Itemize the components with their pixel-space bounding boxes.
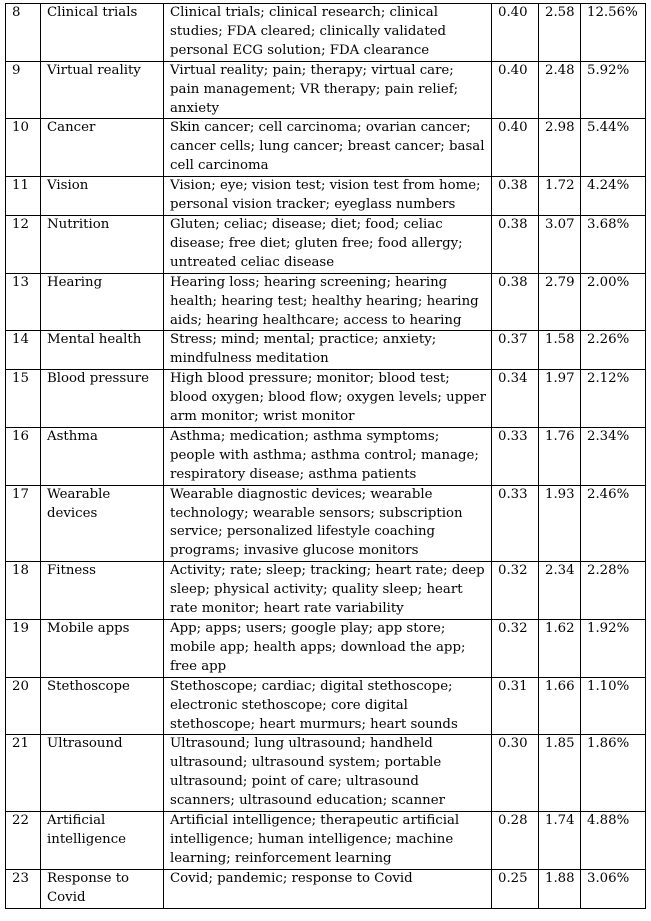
- topic-name: Response to Covid: [41, 869, 164, 908]
- percentage: 2.12%: [581, 370, 646, 428]
- value-a: 0.25: [492, 869, 539, 908]
- topic-keywords: Stethoscope; cardiac; digital stethoscope; electronic stethoscope; core digital stethoscope; heart murmurs; heart sounds: [164, 677, 492, 735]
- row-number: 23: [6, 869, 41, 908]
- row-number: 10: [6, 119, 41, 177]
- topic-keywords: Skin cancer; cell carcinoma; ovarian cancer; cancer cells; lung cancer; breast cancer; basal cell carcinoma: [164, 119, 492, 177]
- value-b: 1.76: [539, 427, 581, 485]
- row-number: 19: [6, 620, 41, 678]
- table-row: [6, 677, 646, 735]
- percentage: 2.34%: [581, 427, 646, 485]
- percentage: 2.26%: [581, 331, 646, 370]
- row-number: 16: [6, 427, 41, 485]
- topic-name: Fitness: [41, 562, 164, 620]
- topic-name: Mental health: [41, 331, 164, 370]
- topic-name: Wearable devices: [41, 485, 164, 562]
- value-b: 2.48: [539, 61, 581, 119]
- value-b: 1.88: [539, 869, 581, 908]
- value-a: 0.40: [492, 119, 539, 177]
- percentage: 1.10%: [581, 677, 646, 735]
- topic-name: Hearing: [41, 273, 164, 331]
- value-b: 1.72: [539, 177, 581, 216]
- value-a: 0.33: [492, 427, 539, 485]
- row-number: 8: [6, 4, 41, 62]
- row-number: 22: [6, 812, 41, 870]
- table-row: [6, 812, 646, 870]
- value-b: 1.97: [539, 370, 581, 428]
- topic-keywords: Artificial intelligence; therapeutic artificial intelligence; human intelligence; machine learning; reinforcement learning: [164, 812, 492, 870]
- table-row: [6, 427, 646, 485]
- row-number: 17: [6, 485, 41, 562]
- topic-keywords: Gluten; celiac; disease; diet; food; celiac disease; free diet; gluten free; food allergy; untreated celiac disease: [164, 215, 492, 273]
- value-a: 0.40: [492, 4, 539, 62]
- percentage: 2.28%: [581, 562, 646, 620]
- topic-keywords: Wearable diagnostic devices; wearable technology; wearable sensors; subscription service; personalized lifestyle coaching programs; invasive glucose monitors: [164, 485, 492, 562]
- row-number: 20: [6, 677, 41, 735]
- table-row: [6, 620, 646, 678]
- topic-name: Vision: [41, 177, 164, 216]
- row-number: 15: [6, 370, 41, 428]
- topics-table: [5, 3, 646, 909]
- value-a: 0.38: [492, 215, 539, 273]
- table-row: [6, 177, 646, 216]
- value-b: 1.74: [539, 812, 581, 870]
- percentage: 2.46%: [581, 485, 646, 562]
- topic-name: Cancer: [41, 119, 164, 177]
- percentage: 2.00%: [581, 273, 646, 331]
- topic-name: Ultrasound: [41, 735, 164, 812]
- percentage: 3.06%: [581, 869, 646, 908]
- value-a: 0.34: [492, 370, 539, 428]
- value-a: 0.32: [492, 620, 539, 678]
- value-a: 0.40: [492, 61, 539, 119]
- value-b: 1.62: [539, 620, 581, 678]
- value-a: 0.33: [492, 485, 539, 562]
- row-number: 21: [6, 735, 41, 812]
- topic-keywords: Vision; eye; vision test; vision test from home; personal vision tracker; eyeglass numbers: [164, 177, 492, 216]
- table-row: [6, 215, 646, 273]
- value-a: 0.38: [492, 177, 539, 216]
- value-b: 2.58: [539, 4, 581, 62]
- table-row: [6, 61, 646, 119]
- table-row: [6, 735, 646, 812]
- percentage: 1.86%: [581, 735, 646, 812]
- topic-name: Nutrition: [41, 215, 164, 273]
- topic-name: Stethoscope: [41, 677, 164, 735]
- topic-name: Virtual reality: [41, 61, 164, 119]
- table-row: [6, 485, 646, 562]
- topic-name: Mobile apps: [41, 620, 164, 678]
- topic-keywords: Ultrasound; lung ultrasound; handheld ultrasound; ultrasound system; portable ultrasound; point of care; ultrasound scanners; ultrasound education; scanner: [164, 735, 492, 812]
- topic-keywords: Covid; pandemic; response to Covid: [164, 869, 492, 908]
- value-b: 2.79: [539, 273, 581, 331]
- value-b: 2.34: [539, 562, 581, 620]
- topic-keywords: App; apps; users; google play; app store; mobile app; health apps; download the app; free app: [164, 620, 492, 678]
- topic-keywords: Hearing loss; hearing screening; hearing health; hearing test; healthy hearing; hearing aids; hearing healthcare; access to hearing: [164, 273, 492, 331]
- value-b: 3.07: [539, 215, 581, 273]
- percentage: 1.92%: [581, 620, 646, 678]
- table-row: [6, 273, 646, 331]
- table-row: [6, 4, 646, 62]
- row-number: 11: [6, 177, 41, 216]
- value-b: 1.66: [539, 677, 581, 735]
- value-a: 0.30: [492, 735, 539, 812]
- value-a: 0.37: [492, 331, 539, 370]
- percentage: 4.88%: [581, 812, 646, 870]
- row-number: 13: [6, 273, 41, 331]
- topic-keywords: Asthma; medication; asthma symptoms; people with asthma; asthma control; manage; respiratory disease; asthma patients: [164, 427, 492, 485]
- percentage: 4.24%: [581, 177, 646, 216]
- topic-keywords: Stress; mind; mental; practice; anxiety; mindfulness meditation: [164, 331, 492, 370]
- topic-keywords: Clinical trials; clinical research; clinical studies; FDA cleared; clinically validated personal ECG solution; FDA clearance: [164, 4, 492, 62]
- topic-name: Clinical trials: [41, 4, 164, 62]
- topic-keywords: Virtual reality; pain; therapy; virtual care; pain management; VR therapy; pain relief; anxiety: [164, 61, 492, 119]
- table-row: [6, 562, 646, 620]
- topic-name: Artificial intelligence: [41, 812, 164, 870]
- value-a: 0.38: [492, 273, 539, 331]
- row-number: 9: [6, 61, 41, 119]
- percentage: 5.44%: [581, 119, 646, 177]
- value-a: 0.28: [492, 812, 539, 870]
- topic-name: Blood pressure: [41, 370, 164, 428]
- value-a: 0.31: [492, 677, 539, 735]
- table-row: [6, 370, 646, 428]
- percentage: 3.68%: [581, 215, 646, 273]
- percentage: 12.56%: [581, 4, 646, 62]
- value-b: 2.98: [539, 119, 581, 177]
- table-row: [6, 869, 646, 908]
- topic-keywords: High blood pressure; monitor; blood test; blood oxygen; blood flow; oxygen levels; upper arm monitor; wrist monitor: [164, 370, 492, 428]
- value-a: 0.32: [492, 562, 539, 620]
- topic-keywords: Activity; rate; sleep; tracking; heart rate; deep sleep; physical activity; quality sleep; heart rate monitor; heart rate variability: [164, 562, 492, 620]
- table-row: [6, 119, 646, 177]
- row-number: 14: [6, 331, 41, 370]
- topic-name: Asthma: [41, 427, 164, 485]
- row-number: 18: [6, 562, 41, 620]
- value-b: 1.58: [539, 331, 581, 370]
- row-number: 12: [6, 215, 41, 273]
- table-row: [6, 331, 646, 370]
- value-b: 1.85: [539, 735, 581, 812]
- percentage: 5.92%: [581, 61, 646, 119]
- value-b: 1.93: [539, 485, 581, 562]
